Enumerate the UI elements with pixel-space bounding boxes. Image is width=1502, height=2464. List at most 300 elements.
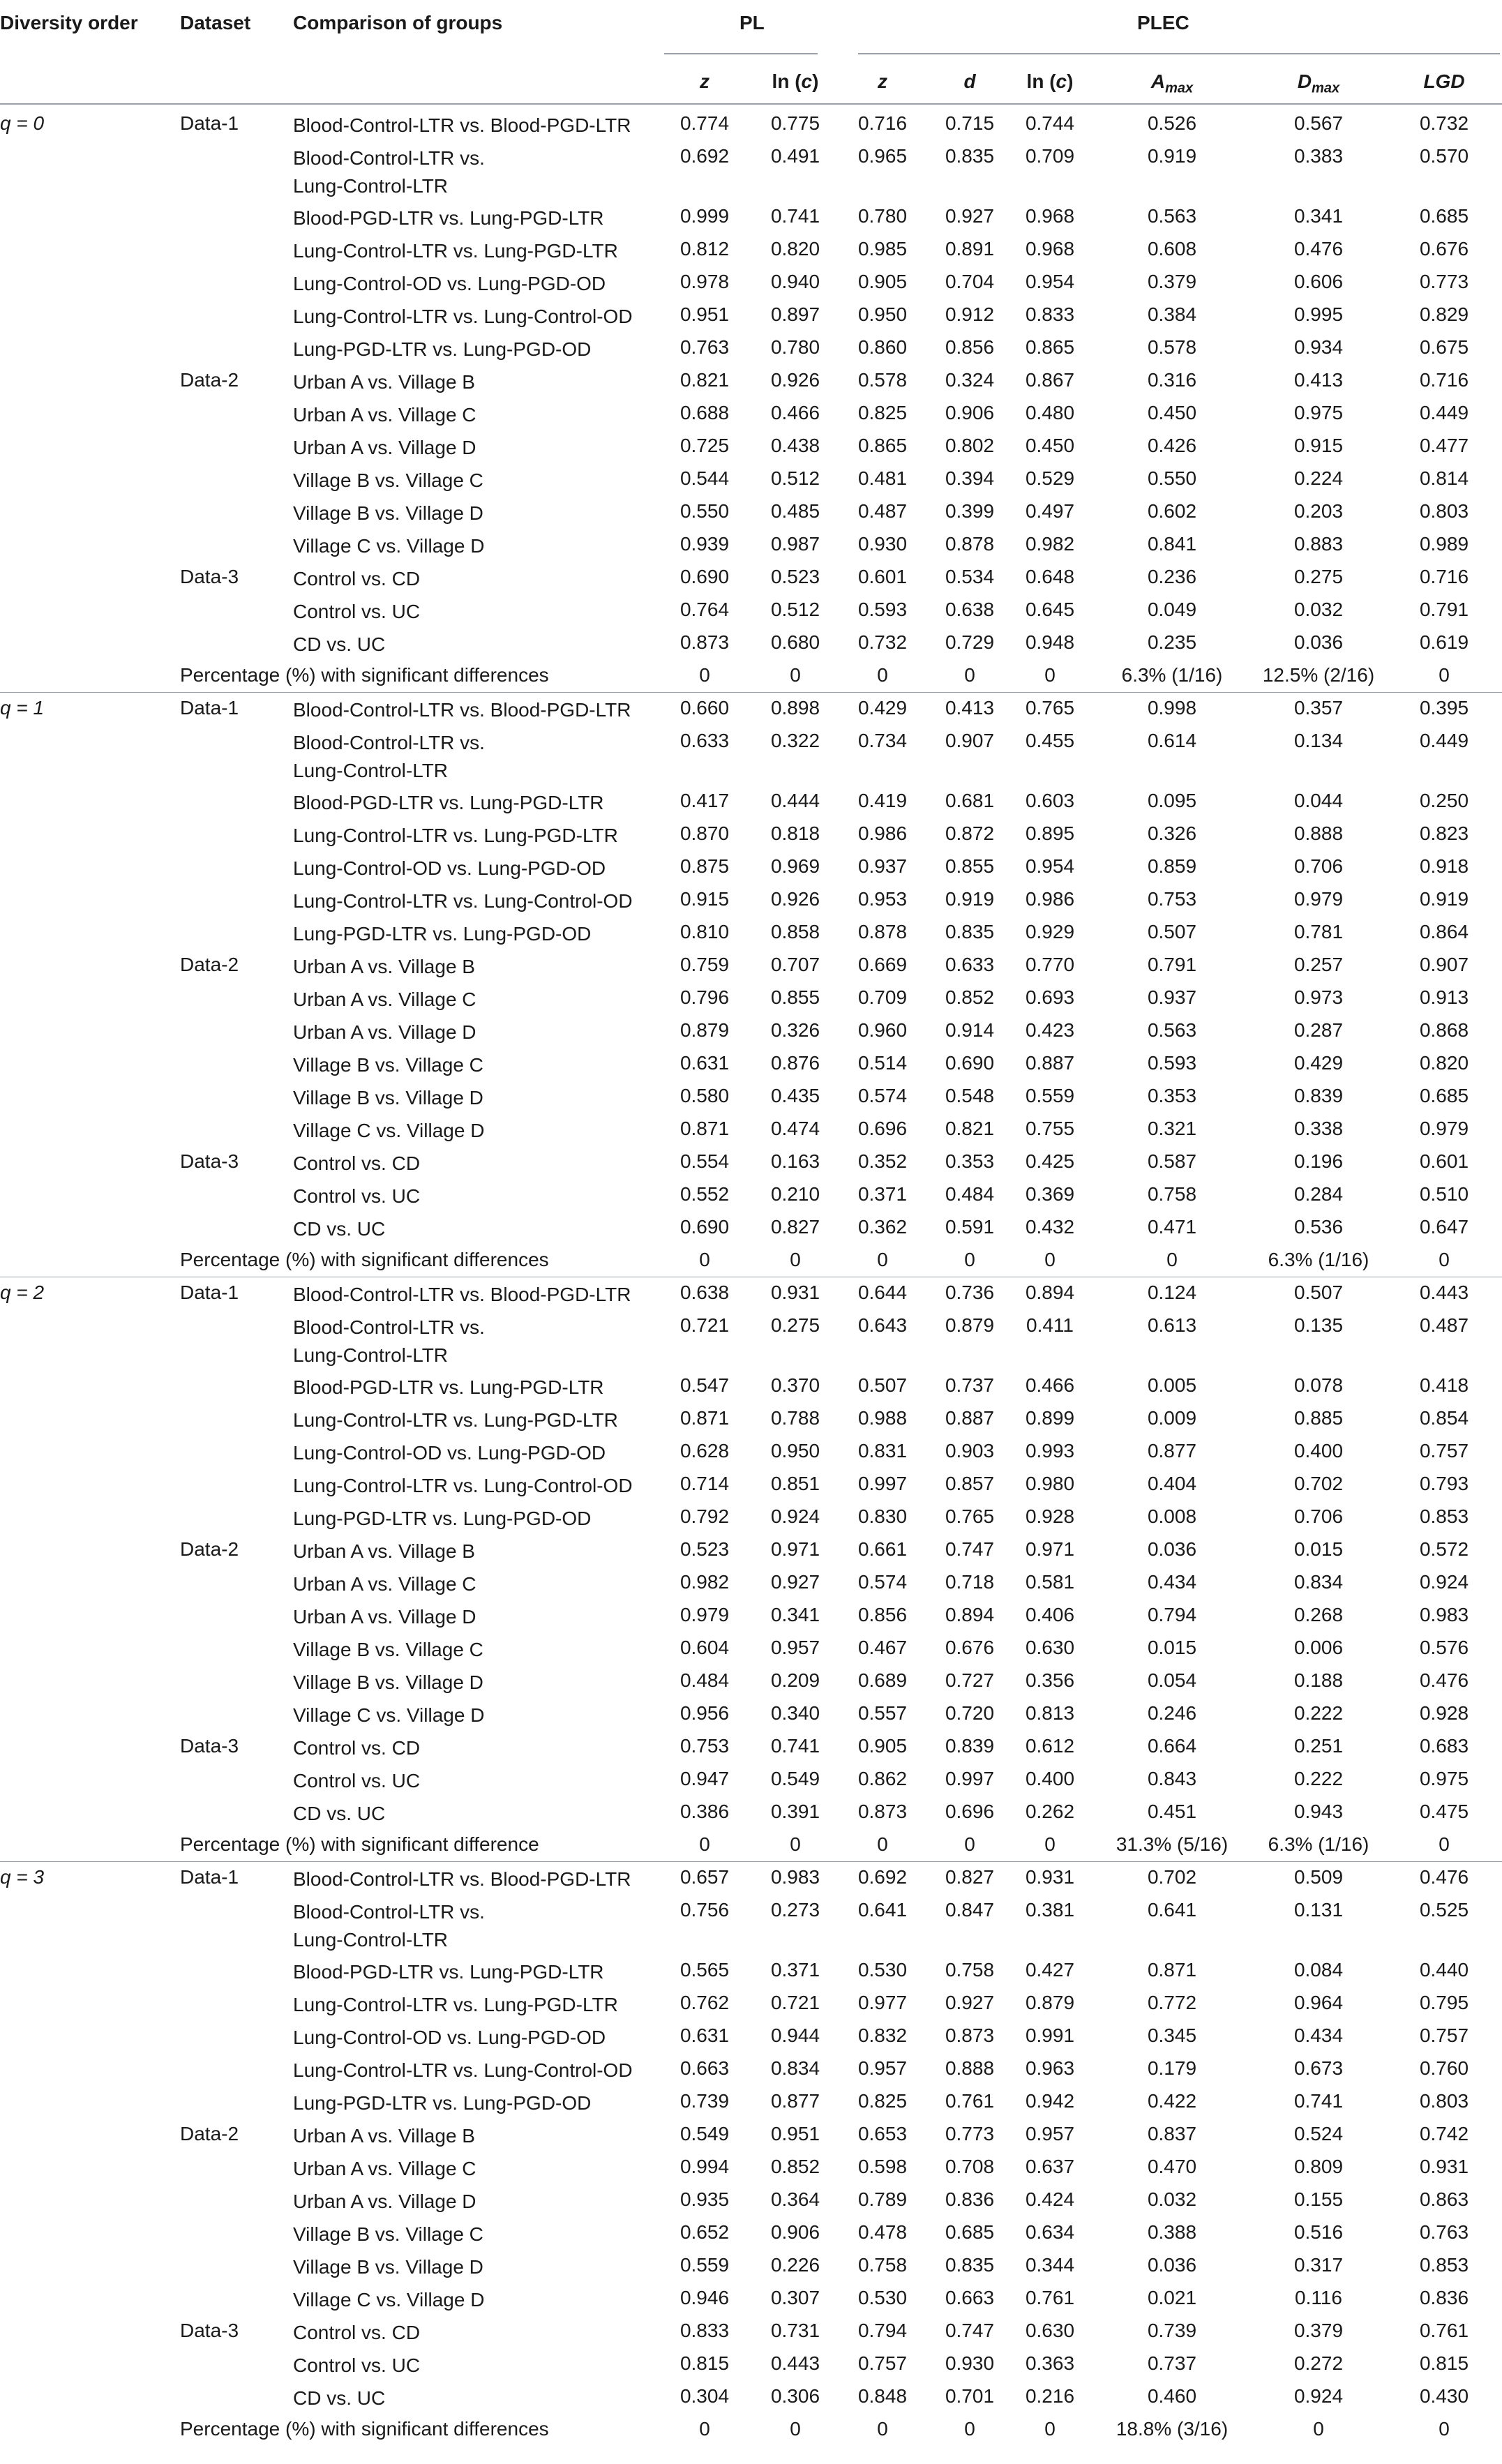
table-cell: 0.825 <box>857 2090 908 2112</box>
comparison-label: Blood-PGD-LTR vs. Lung-PGD-LTR <box>293 1961 604 1983</box>
table-cell: 0.399 <box>945 500 995 522</box>
comparison-label: Lung-Control-OD vs. Lung-PGD-OD <box>293 273 606 294</box>
table-cell: 0.614 <box>1147 730 1197 751</box>
section-divider <box>0 1861 1502 1862</box>
table-cell: 0.606 <box>1293 271 1344 292</box>
comparison-label: Blood-Control-LTR vs. Lung-Control-LTR <box>293 732 485 781</box>
table-cell: 0.894 <box>945 1604 995 1625</box>
table-cell: 0.434 <box>1293 2024 1344 2046</box>
table-cell: 0.823 <box>1419 822 1469 844</box>
summary-cell: 0 <box>964 2418 975 2440</box>
table-cell: 0.907 <box>1419 954 1469 975</box>
table-cell: 0.356 <box>1025 1669 1075 1691</box>
summary-cell: 0 <box>964 664 975 686</box>
table-cell: 0.476 <box>1419 1669 1469 1691</box>
table-cell: 0.879 <box>1025 1992 1075 2013</box>
subheader-pl-z: z <box>700 70 709 92</box>
table-cell: 0.954 <box>1025 855 1075 877</box>
comparison-label: Lung-PGD-LTR vs. Lung-PGD-OD <box>293 923 592 945</box>
diversity-order-label: q = 0 <box>0 112 45 134</box>
table-cell: 0.690 <box>945 1052 995 1074</box>
table-cell: 0.956 <box>679 1702 730 1724</box>
table-cell: 0.827 <box>770 1216 820 1238</box>
comparison-label: CD vs. UC <box>293 1218 386 1240</box>
dataset-label: Data-2 <box>180 954 239 975</box>
table-cell: 0.550 <box>679 500 730 522</box>
table-cell: 0.888 <box>1293 822 1344 844</box>
table-cell: 0.762 <box>679 1992 730 2013</box>
table-cell: 0.885 <box>1293 1407 1344 1429</box>
table-cell: 0.757 <box>857 2352 908 2374</box>
summary-label: Percentage (%) with significant differences <box>180 2418 549 2440</box>
header-diversity-order: Diversity order <box>0 12 138 33</box>
table-cell: 0.926 <box>770 888 820 910</box>
table-cell: 0.899 <box>1025 1407 1075 1429</box>
table-cell: 0.530 <box>857 2287 908 2308</box>
table-cell: 0.257 <box>1293 954 1344 975</box>
table-cell: 0.630 <box>1025 2320 1075 2341</box>
table-cell: 0.829 <box>1419 303 1469 325</box>
table-cell: 0.977 <box>857 1992 908 2013</box>
table-cell: 0.451 <box>1147 1801 1197 1822</box>
table-cell: 0.809 <box>1293 2156 1344 2177</box>
table-cell: 0.987 <box>770 533 820 555</box>
table-cell: 0.411 <box>1026 1314 1074 1336</box>
table-cell: 0.638 <box>945 599 995 620</box>
table-cell: 0.467 <box>857 1637 908 1658</box>
table-cell: 0.860 <box>857 336 908 358</box>
table-cell: 0.474 <box>770 1118 820 1139</box>
table-cell: 0.792 <box>679 1505 730 1527</box>
c-symbol: c <box>801 70 813 92</box>
table-cell: 0.927 <box>945 1992 995 2013</box>
table-cell: 0.481 <box>857 467 908 489</box>
table-cell: 0.998 <box>1147 697 1197 719</box>
table-cell: 0.997 <box>945 1768 995 1789</box>
comparison-label: Control vs. UC <box>293 2354 421 2376</box>
table-cell: 0.661 <box>857 1538 908 1560</box>
header-plec: PLEC <box>1137 12 1189 33</box>
table-cell: 0.608 <box>1147 238 1197 260</box>
table-cell: 0.507 <box>857 1374 908 1396</box>
table-cell: 0.858 <box>770 921 820 942</box>
table-cell: 0.470 <box>1147 2156 1197 2177</box>
table-cell: 0.934 <box>1293 336 1344 358</box>
table-cell: 0.709 <box>1025 145 1075 167</box>
summary-cell: 0 <box>1044 1833 1056 1855</box>
table-cell: 0.815 <box>1419 2352 1469 2374</box>
table-cell: 0.839 <box>945 1735 995 1757</box>
comparison-label: Village C vs. Village D <box>293 2289 485 2311</box>
table-cell: 0.155 <box>1293 2188 1344 2210</box>
table-cell: 0.753 <box>1147 888 1197 910</box>
table-cell: 0.631 <box>679 1052 730 1074</box>
table-cell: 0.865 <box>857 435 908 456</box>
table-cell: 0.937 <box>857 855 908 877</box>
table-cell: 0.709 <box>857 986 908 1008</box>
table-cell: 0.224 <box>1293 467 1344 489</box>
summary-cell: 0 <box>1166 1249 1178 1270</box>
table-cell: 0.134 <box>1293 730 1344 751</box>
comparison-label: Lung-Control-LTR vs. Lung-Control-OD <box>293 890 633 912</box>
table-cell: 0.554 <box>679 1150 730 1172</box>
table-cell: 0.523 <box>679 1538 730 1560</box>
table-cell: 0.879 <box>945 1314 995 1336</box>
table-cell: 0.947 <box>679 1768 730 1789</box>
table-cell: 0.210 <box>770 1183 820 1205</box>
table-cell: 0.871 <box>679 1407 730 1429</box>
table-cell: 0.681 <box>945 790 995 811</box>
table-cell: 0.716 <box>1419 566 1469 587</box>
table-cell: 0.788 <box>770 1407 820 1429</box>
table-cell: 0.435 <box>770 1085 820 1106</box>
header-dataset: Dataset <box>180 12 251 33</box>
table-cell: 0.647 <box>1419 1216 1469 1238</box>
table-cell: 0.306 <box>770 2385 820 2407</box>
table-cell: 0.660 <box>679 697 730 719</box>
table-cell: 0.425 <box>1025 1150 1075 1172</box>
table-cell: 0.732 <box>857 631 908 653</box>
table-cell: 0.841 <box>1147 533 1197 555</box>
table-cell: 0.637 <box>1025 2156 1075 2177</box>
table-cell: 0.747 <box>945 2320 995 2341</box>
comparison-label: Village B vs. Village D <box>293 1672 483 1693</box>
table-cell: 0.873 <box>945 2024 995 2046</box>
comparison-label: Lung-Control-LTR vs. Lung-Control-OD <box>293 306 633 327</box>
table-cell: 0.413 <box>945 697 995 719</box>
table-cell: 0.930 <box>945 2352 995 2374</box>
table-cell: 0.927 <box>770 1571 820 1593</box>
table-cell: 0.871 <box>1147 1959 1197 1981</box>
table-cell: 0.379 <box>1147 271 1197 292</box>
table-cell: 0.957 <box>857 2057 908 2079</box>
table-cell: 0.758 <box>857 2254 908 2276</box>
table-cell: 0.741 <box>1293 2090 1344 2112</box>
table-cell: 0.369 <box>1025 1183 1075 1205</box>
table-cell: 0.707 <box>770 954 820 975</box>
comparison-label: Village B vs. Village C <box>293 1639 483 1660</box>
table-cell: 0.968 <box>1025 238 1075 260</box>
table-cell: 0.363 <box>1025 2352 1075 2374</box>
table-cell: 0.685 <box>1419 1085 1469 1106</box>
table-cell: 0.516 <box>1293 2221 1344 2243</box>
table-cell: 0.702 <box>1293 1473 1344 1494</box>
table-cell: 0.839 <box>1293 1085 1344 1106</box>
table-cell: 0.476 <box>1419 1866 1469 1888</box>
table-cell: 0.763 <box>1419 2221 1469 2243</box>
table-cell: 0.203 <box>1293 500 1344 522</box>
table-cell: 0.727 <box>945 1669 995 1691</box>
table-cell: 0.530 <box>857 1959 908 1981</box>
table-cell: 0.418 <box>1419 1374 1469 1396</box>
table-cell: 0.950 <box>770 1440 820 1462</box>
table-cell: 0.664 <box>1147 1735 1197 1757</box>
table-cell: 0.725 <box>679 435 730 456</box>
table-cell: 0.774 <box>679 112 730 134</box>
table-cell: 0.690 <box>679 566 730 587</box>
summary-cell: 0 <box>964 1833 975 1855</box>
table-cell: 0.570 <box>1419 145 1469 167</box>
table-cell: 0.865 <box>1025 336 1075 358</box>
table-cell: 0.044 <box>1293 790 1344 811</box>
table-cell: 0.593 <box>857 599 908 620</box>
table-cell: 0.986 <box>1025 888 1075 910</box>
table-cell: 0.765 <box>1025 697 1075 719</box>
table-cell: 0.835 <box>945 145 995 167</box>
table-cell: 0.929 <box>1025 921 1075 942</box>
comparison-label: Blood-Control-LTR vs. Blood-PGD-LTR <box>293 1868 631 1890</box>
table-cell: 0.326 <box>1147 822 1197 844</box>
table-cell: 0.716 <box>1419 369 1469 391</box>
table-cell: 0.983 <box>770 1866 820 1888</box>
table-cell: 0.821 <box>679 369 730 391</box>
table-cell: 0.971 <box>1025 1538 1075 1560</box>
table-cell: 0.942 <box>1025 2090 1075 2112</box>
table-cell: 0.924 <box>1419 1571 1469 1593</box>
table-cell: 0.222 <box>1293 1702 1344 1724</box>
table-cell: 0.918 <box>1419 855 1469 877</box>
summary-cell: 0 <box>877 1833 888 1855</box>
table-cell: 0.381 <box>1025 1899 1075 1921</box>
table-cell: 0.477 <box>1419 435 1469 456</box>
table-cell: 0.737 <box>1147 2352 1197 2374</box>
subheader-amax <box>1123 70 1221 100</box>
table-cell: 0.352 <box>857 1150 908 1172</box>
table-cell: 0.780 <box>857 205 908 227</box>
table-cell: 0.898 <box>770 697 820 719</box>
table-cell: 0.690 <box>679 1216 730 1238</box>
table-cell: 0.830 <box>857 1505 908 1527</box>
table-cell: 0.529 <box>1025 467 1075 489</box>
table-cell: 0.982 <box>1025 533 1075 555</box>
table-cell: 0.739 <box>1147 2320 1197 2341</box>
table-cell: 0.578 <box>1147 336 1197 358</box>
table-cell: 0.357 <box>1293 697 1344 719</box>
table-cell: 0.379 <box>1293 2320 1344 2341</box>
table-cell: 0.979 <box>679 1604 730 1625</box>
table-cell: 0.894 <box>1025 1282 1075 1303</box>
table-cell: 0.928 <box>1025 1505 1075 1527</box>
table-cell: 0.770 <box>1025 954 1075 975</box>
subheader-plec-z: z <box>878 70 887 92</box>
table-cell: 0.509 <box>1293 1866 1344 1888</box>
table-cell: 0.644 <box>857 1282 908 1303</box>
table-cell: 0.657 <box>679 1866 730 1888</box>
summary-cell: 0 <box>699 1249 710 1270</box>
table-cell: 0.440 <box>1419 1959 1469 1981</box>
table-cell: 0.732 <box>1419 112 1469 134</box>
subheader-plec-d: d <box>963 70 976 92</box>
dataset-label: Data-1 <box>180 1866 239 1888</box>
diversity-order-label: q = 3 <box>0 1866 45 1888</box>
table-cell: 0.340 <box>770 1702 820 1724</box>
table-cell: 0.852 <box>945 986 995 1008</box>
table-cell: 0.251 <box>1293 1735 1344 1757</box>
comparison-label: Urban A vs. Village B <box>293 1540 475 1562</box>
table-cell: 0.734 <box>857 730 908 751</box>
table-cell: 0.423 <box>1025 1019 1075 1041</box>
table-cell: 0.400 <box>1293 1440 1344 1462</box>
table-cell: 0.049 <box>1147 599 1197 620</box>
table-cell: 0.434 <box>1147 1571 1197 1593</box>
table-cell: 0.897 <box>770 303 820 325</box>
table-cell: 0.663 <box>679 2057 730 2079</box>
table-cell: 0.549 <box>770 1768 820 1789</box>
table-cell: 0.557 <box>857 1702 908 1724</box>
table-cell: 0.810 <box>679 921 730 942</box>
table-cell: 0.345 <box>1147 2024 1197 2046</box>
table-cell: 0.982 <box>679 1571 730 1593</box>
table-cell: 0.758 <box>1147 1183 1197 1205</box>
table-cell: 0.645 <box>1025 599 1075 620</box>
comparison-label: Village B vs. Village C <box>293 2223 483 2245</box>
summary-cell: 0 <box>1044 664 1056 686</box>
table-cell: 0.837 <box>1147 2123 1197 2144</box>
table-cell: 0.834 <box>770 2057 820 2079</box>
table-cell: 0.578 <box>857 369 908 391</box>
table-cell: 0.432 <box>1025 1216 1075 1238</box>
table-cell: 0.574 <box>857 1571 908 1593</box>
table-cell: 0.383 <box>1293 145 1344 167</box>
summary-cell: 31.3% (5/16) <box>1116 1833 1229 1855</box>
table-cell: 0.487 <box>1419 1314 1469 1336</box>
summary-cell: 0 <box>1044 1249 1056 1270</box>
table-cell: 0.576 <box>1419 1637 1469 1658</box>
table-cell: 0.371 <box>770 1959 820 1981</box>
comparison-label: CD vs. UC <box>293 1803 386 1824</box>
table-cell: 0.426 <box>1147 435 1197 456</box>
comparison-label: Urban A vs. Village C <box>293 1573 476 1595</box>
table-cell: 0.429 <box>1293 1052 1344 1074</box>
table-cell: 0.708 <box>945 2156 995 2177</box>
comparison-label: Village B vs. Village D <box>293 502 483 524</box>
table-cell: 0.534 <box>945 566 995 587</box>
comparison-label: Village B vs. Village D <box>293 2256 483 2278</box>
table-cell: 0.095 <box>1147 790 1197 811</box>
dataset-label: Data-2 <box>180 369 239 391</box>
table-cell: 0.633 <box>679 730 730 751</box>
table-cell: 0.216 <box>1025 2385 1075 2407</box>
table-cell: 0.843 <box>1147 1768 1197 1789</box>
header-comparison: Comparison of groups <box>293 12 503 33</box>
table-cell: 0.338 <box>1293 1118 1344 1139</box>
table-cell: 0.652 <box>679 2221 730 2243</box>
table-cell: 0.163 <box>770 1150 820 1172</box>
table-cell: 0.814 <box>1419 467 1469 489</box>
comparison-label: Urban A vs. Village D <box>293 437 476 458</box>
table-cell: 0.919 <box>945 888 995 910</box>
table-cell: 0.641 <box>1147 1899 1197 1921</box>
table-cell: 0.772 <box>1147 1992 1197 2013</box>
table-cell: 0.135 <box>1293 1314 1344 1336</box>
ln-suffix: ) <box>1067 70 1074 92</box>
table-cell: 0.868 <box>1419 1019 1469 1041</box>
table-cell: 0.999 <box>679 205 730 227</box>
table-cell: 0.036 <box>1147 1538 1197 1560</box>
comparison-label: Lung-Control-OD vs. Lung-PGD-OD <box>293 2027 606 2048</box>
table-cell: 0.680 <box>770 631 820 653</box>
table-cell: 0.758 <box>945 1959 995 1981</box>
comparison-label: Control vs. CD <box>293 1737 421 1759</box>
table-cell: 0.008 <box>1147 1505 1197 1527</box>
table-cell: 0.116 <box>1295 2287 1342 2308</box>
table-cell: 0.548 <box>945 1085 995 1106</box>
table-cell: 0.235 <box>1147 631 1197 653</box>
comparison-label: Blood-PGD-LTR vs. Lung-PGD-LTR <box>293 1376 604 1398</box>
table-cell: 0.744 <box>1025 112 1075 134</box>
table-cell: 0.450 <box>1025 435 1075 456</box>
table-cell: 0.696 <box>945 1801 995 1822</box>
table-cell: 0.903 <box>945 1440 995 1462</box>
table-cell: 0.737 <box>945 1374 995 1396</box>
table-cell: 0.825 <box>857 402 908 423</box>
table-cell: 0.438 <box>770 435 820 456</box>
comparison-label: Urban A vs. Village B <box>293 956 475 977</box>
summary-cell: 6.3% (1/16) <box>1121 664 1223 686</box>
comparison-label: Lung-Control-LTR vs. Lung-PGD-LTR <box>293 1409 618 1431</box>
table-cell: 0.979 <box>1293 888 1344 910</box>
table-cell: 0.739 <box>679 2090 730 2112</box>
comparison-label: Urban A vs. Village C <box>293 989 476 1010</box>
table-cell: 0.742 <box>1419 2123 1469 2144</box>
pl-group-rule <box>664 53 818 54</box>
subheader-pl-lnc <box>760 70 830 93</box>
table-cell: 0.006 <box>1293 1637 1344 1658</box>
summary-cell: 0 <box>790 664 801 686</box>
table-cell: 0.371 <box>857 1183 908 1205</box>
table-cell: 0.574 <box>857 1085 908 1106</box>
table-cell: 0.891 <box>945 238 995 260</box>
summary-cell: 0 <box>699 2418 710 2440</box>
table-cell: 0.364 <box>770 2188 820 2210</box>
table-cell: 0.926 <box>770 369 820 391</box>
table-cell: 0.832 <box>857 2024 908 2046</box>
table-cell: 0.975 <box>1419 1768 1469 1789</box>
table-cell: 0.587 <box>1147 1150 1197 1172</box>
table-cell: 0.598 <box>857 2156 908 2177</box>
table-cell: 0.307 <box>770 2287 820 2308</box>
table-cell: 0.887 <box>945 1407 995 1429</box>
table-cell: 0.497 <box>1025 500 1075 522</box>
table-cell: 0.836 <box>945 2188 995 2210</box>
comparison-label: Blood-Control-LTR vs. Lung-Control-LTR <box>293 1901 485 1951</box>
table-cell: 0.704 <box>945 271 995 292</box>
table-cell: 0.005 <box>1147 1374 1197 1396</box>
table-cell: 0.791 <box>1147 954 1197 975</box>
table-cell: 0.877 <box>770 2090 820 2112</box>
table-cell: 0.591 <box>945 1216 995 1238</box>
table-cell: 0.864 <box>1419 921 1469 942</box>
header-pl: PL <box>739 12 765 33</box>
table-cell: 0.753 <box>679 1735 730 1757</box>
table-cell: 0.946 <box>679 2287 730 2308</box>
table-cell: 0.413 <box>1293 369 1344 391</box>
table-cell: 0.856 <box>945 336 995 358</box>
table-cell: 0.729 <box>945 631 995 653</box>
table-cell: 0.525 <box>1419 1899 1469 1921</box>
table-cell: 0.834 <box>1293 1571 1344 1593</box>
table-cell: 0.362 <box>857 1216 908 1238</box>
table-cell: 0.701 <box>945 2385 995 2407</box>
summary-cell: 0 <box>699 664 710 686</box>
table-cell: 0.475 <box>1419 1801 1469 1822</box>
table-cell: 0.872 <box>945 822 995 844</box>
table-cell: 0.853 <box>1419 2254 1469 2276</box>
table-cell: 0.275 <box>1293 566 1344 587</box>
table-cell: 0.930 <box>857 533 908 555</box>
table-cell: 0.848 <box>857 2385 908 2407</box>
comparison-label: CD vs. UC <box>293 2387 386 2409</box>
